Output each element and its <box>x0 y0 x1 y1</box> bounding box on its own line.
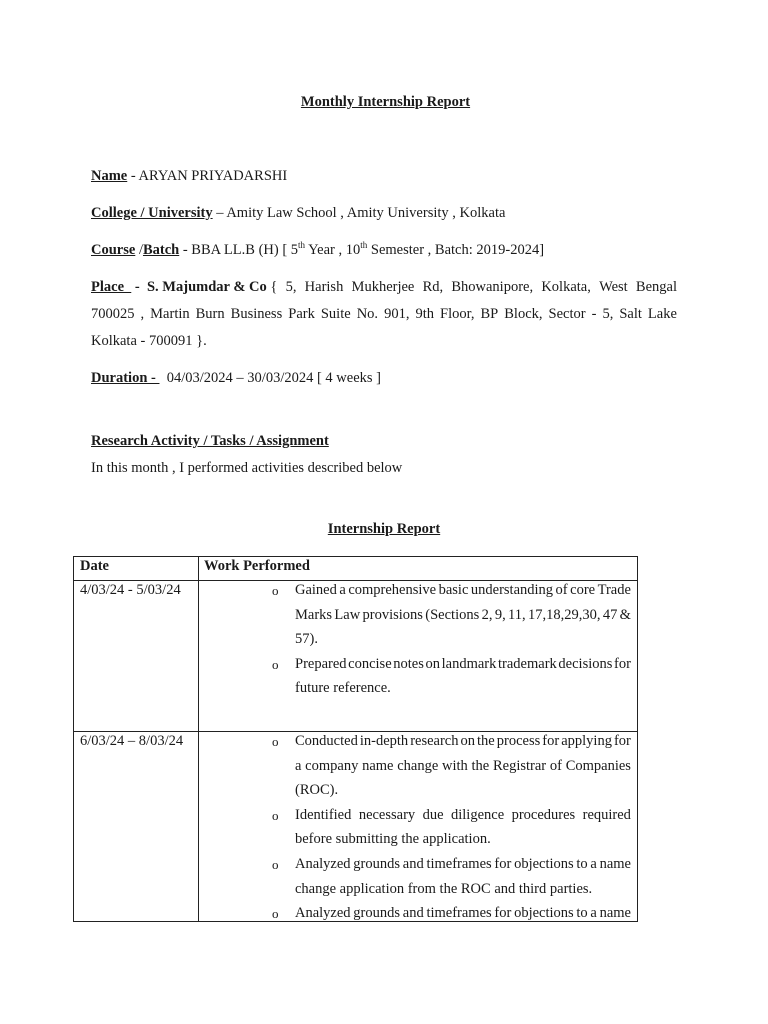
research-heading-text: Research Activity / Tasks / Assignment <box>91 433 329 449</box>
place-line-2-word: Floor, <box>440 306 475 322</box>
work-word: provisions <box>362 606 423 623</box>
work-word: understanding <box>470 582 554 598</box>
course-sup-b: th <box>360 240 368 251</box>
place-line-1-word: Rd, <box>422 279 444 295</box>
table-title <box>0 521 768 538</box>
work-word: to <box>576 856 588 872</box>
work-word: trademark <box>498 655 557 672</box>
work-word: for <box>494 905 512 922</box>
work-word: process <box>496 733 541 749</box>
work-line: (ROC). <box>295 782 339 799</box>
research-heading <box>91 433 329 450</box>
work-line: future reference. <box>295 680 391 697</box>
work-line <box>295 905 631 922</box>
place-line-1 <box>91 279 677 296</box>
work-word: timeframes <box>426 856 492 872</box>
place-firm: S. Majumdar & Co <box>146 279 267 295</box>
work-word: Law <box>334 606 361 623</box>
place-address-line-3: Kolkata - 700091 }. <box>91 333 207 349</box>
place-line-1-word: Harish <box>304 279 344 295</box>
place-label: Place <box>91 279 132 295</box>
work-word: with <box>442 757 468 774</box>
work-word: grounds <box>353 856 401 872</box>
college-value: – Amity Law School , Amity University , Kolkata <box>212 205 506 221</box>
work-word: name <box>599 856 631 872</box>
work-word: to <box>576 905 588 922</box>
work-word: concise <box>348 655 392 672</box>
college-line <box>91 205 505 222</box>
place-line-2-word: BP <box>480 306 499 322</box>
place-line-2-word: Lake <box>647 306 677 322</box>
work-line <box>295 758 631 775</box>
bullet-marker: o <box>272 656 279 672</box>
work-word: diligence <box>450 806 505 823</box>
work-word: for <box>542 733 560 749</box>
work-word: the <box>477 733 495 749</box>
place-line-2-word: 5, <box>602 306 614 322</box>
table-column-divider <box>198 557 199 921</box>
work-line: change application from the ROC and third parties. <box>295 880 593 897</box>
name-value: - ARYAN PRIYADARSHI <box>127 168 288 184</box>
work-word: and <box>402 856 424 872</box>
work-word: Gained <box>295 582 337 598</box>
place-dash: - <box>131 279 144 295</box>
work-word: grounds <box>353 905 401 922</box>
work-word: and <box>402 905 424 922</box>
work-word: on <box>425 655 440 672</box>
work-word: applying <box>561 733 612 749</box>
course-label: Course <box>91 242 136 258</box>
place-line-1-word: West <box>599 279 628 295</box>
place-line-2-word: Business <box>230 306 283 322</box>
work-word: in-depth <box>359 733 409 749</box>
course-separator: / <box>135 242 143 258</box>
place-line-1-word: Bhowanipore, <box>451 279 534 295</box>
work-word: timeframes <box>426 905 492 922</box>
work-word: name <box>362 757 394 774</box>
work-word: for <box>494 856 512 872</box>
work-word: necessary <box>358 806 416 823</box>
place-line-2-word: , <box>140 306 145 322</box>
work-word: objections <box>514 856 574 872</box>
work-word: Registrar <box>492 757 547 774</box>
report-title-text: Monthly Internship Report <box>300 94 471 110</box>
work-word: 2, <box>481 606 493 623</box>
work-word: of <box>555 582 568 598</box>
work-word: 17,18,29,30, <box>527 606 601 623</box>
course-line <box>91 242 544 259</box>
work-line: 57). <box>295 631 318 648</box>
work-word: decisions <box>558 655 613 672</box>
work-word: objections <box>514 905 574 922</box>
bullet-marker: o <box>272 583 279 598</box>
work-line <box>295 607 631 624</box>
place-line-1-word: { <box>270 279 278 295</box>
work-word: procedures <box>511 806 576 823</box>
work-word: of <box>549 757 562 774</box>
work-word: for <box>613 733 631 749</box>
work-word: name <box>599 905 631 922</box>
bullet-marker: o <box>272 807 279 823</box>
work-word: required <box>582 806 631 823</box>
header-work-performed: Work Performed <box>204 558 310 574</box>
work-word: 11, <box>508 606 526 623</box>
work-word: (Sections <box>425 606 480 623</box>
work-word: notes <box>393 655 424 672</box>
header-date: Date <box>80 558 109 574</box>
place-line-2-word: Suite <box>320 306 351 322</box>
place-line-1-word: 5, <box>285 279 297 295</box>
place-line-2-word: No. <box>356 306 379 322</box>
place-line-2-word: Block, <box>504 306 543 322</box>
work-word: Prepared <box>295 655 347 672</box>
place-line-2-word: Martin <box>150 306 190 322</box>
row-date: 6/03/24 – 8/03/24 <box>80 733 184 749</box>
work-word: research <box>410 733 459 749</box>
place-line-2-word: Burn <box>195 306 225 322</box>
duration-line <box>91 370 381 387</box>
place-address-line-1 <box>270 279 677 296</box>
internship-table <box>73 556 638 922</box>
place-line-2-word: Salt <box>619 306 642 322</box>
work-word: change <box>397 757 439 774</box>
work-word: Marks <box>295 606 333 623</box>
work-line <box>295 582 631 599</box>
bullet-marker: o <box>272 734 279 749</box>
bullet-marker: o <box>272 857 279 872</box>
place-line-2-word: Park <box>288 306 315 322</box>
work-word: company <box>305 757 359 774</box>
work-line <box>295 656 631 673</box>
work-word: a <box>339 582 346 598</box>
batch-label: Batch <box>142 242 180 258</box>
table-row-divider <box>74 731 637 732</box>
work-word: Identified <box>295 806 352 823</box>
work-word: due <box>422 806 444 823</box>
place-line-1-word: Kolkata, <box>541 279 591 295</box>
course-value-b: Year , 10 <box>305 242 361 258</box>
research-text: In this month , I performed activities described below <box>91 460 403 476</box>
place-label-group <box>91 279 270 296</box>
place-line-1-word: Bengal <box>635 279 677 295</box>
place-address-line-2 <box>91 306 677 323</box>
work-word: Companies <box>565 757 631 774</box>
place-line-2-word: 901, <box>384 306 410 322</box>
work-word: 47 <box>602 606 618 623</box>
work-line <box>295 807 631 824</box>
table-header-divider <box>74 580 637 581</box>
work-word: landmark <box>441 655 497 672</box>
place-line-2-word: 9th <box>415 306 434 322</box>
work-word: basic <box>438 582 469 598</box>
report-title <box>0 94 768 111</box>
course-value-a: - BBA LL.B (H) [ 5 <box>179 242 299 258</box>
work-word: core <box>570 582 596 598</box>
work-word: on <box>460 733 475 749</box>
bullet-marker: o <box>272 906 279 922</box>
work-word: the <box>471 757 490 774</box>
work-word: for <box>614 655 631 672</box>
table-title-text: Internship Report <box>327 521 441 537</box>
row-date: 4/03/24 - 5/03/24 <box>80 582 181 598</box>
name-line <box>91 168 287 185</box>
work-word: Trade <box>597 582 631 598</box>
course-sup-a: th <box>298 240 306 251</box>
work-word: Analyzed <box>295 856 351 872</box>
place-line-1-word: Mukherjee <box>351 279 415 295</box>
place-line-2-word: Sector <box>548 306 586 322</box>
work-word: comprehensive <box>348 582 437 598</box>
work-line <box>295 733 631 750</box>
college-label: College / University <box>91 205 213 221</box>
place-line-2-word: 700025 <box>91 306 135 322</box>
work-word: Analyzed <box>295 905 351 922</box>
work-word: Conducted <box>295 733 358 749</box>
duration-label: Duration - <box>91 370 160 386</box>
name-label: Name <box>91 168 128 184</box>
work-word: & <box>619 606 631 623</box>
work-line: before submitting the application. <box>295 831 491 848</box>
work-word: a <box>590 856 597 872</box>
course-value-c: Semester , Batch: 2019-2024] <box>367 242 545 258</box>
duration-value: 04/03/2024 – 30/03/2024 [ 4 weeks ] <box>159 370 381 386</box>
work-word: 9, <box>494 606 506 623</box>
work-line <box>295 856 631 873</box>
work-word: a <box>590 905 597 922</box>
place-line-2-word: - <box>591 306 597 322</box>
work-word: a <box>295 757 302 774</box>
